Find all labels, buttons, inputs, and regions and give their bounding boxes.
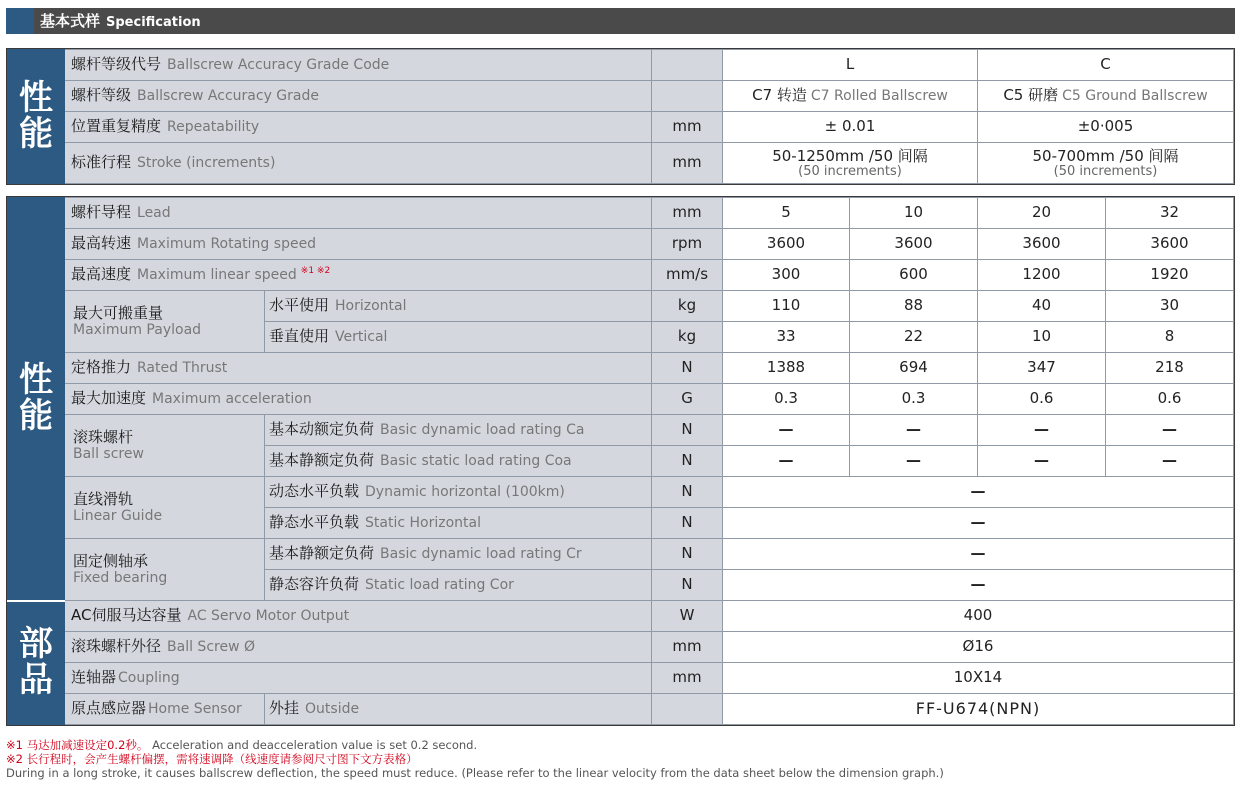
- unit-cell: kg: [652, 291, 723, 322]
- value-cell: 0.3: [850, 384, 978, 415]
- unit-cell: mm/s: [652, 260, 723, 291]
- group-max-payload: 最大可搬重量 Maximum Payload: [65, 291, 265, 353]
- unit-cell: mm: [652, 198, 723, 229]
- value-cell: 0.6: [978, 384, 1106, 415]
- footnotes: [6, 738, 944, 780]
- row-lead: 螺杆导程 Lead: [65, 198, 652, 229]
- header-title-zh: 基本式样: [40, 12, 101, 30]
- value-cell: —: [850, 446, 978, 477]
- value-cell: 3600: [723, 229, 850, 260]
- value-cell: 3600: [978, 229, 1106, 260]
- row-stroke: 标准行程 Stroke (increments): [65, 143, 652, 184]
- row-ball-screw-diameter: 滚珠螺杆外径 Ball Screw Ø: [65, 632, 652, 663]
- unit-cell: N: [652, 508, 723, 539]
- value-cell: 0.6: [1106, 384, 1234, 415]
- value-cell: —: [1106, 415, 1234, 446]
- side-label-performance-1: 性 能: [8, 50, 65, 184]
- group-fixed-bearing: 固定侧轴承 Fixed bearing: [65, 539, 265, 601]
- unit-cell: N: [652, 570, 723, 601]
- unit-cell: rpm: [652, 229, 723, 260]
- value-cell: 3600: [850, 229, 978, 260]
- value-cell: —: [723, 570, 1234, 601]
- unit-cell: W: [652, 601, 723, 632]
- side-label-performance-2: 性 能: [8, 198, 65, 601]
- value-cell: 5: [723, 198, 850, 229]
- value-cell: 1920: [1106, 260, 1234, 291]
- value-cell: 10: [850, 198, 978, 229]
- value-cell: 1200: [978, 260, 1106, 291]
- home-sensor-mount: 外挂 Outside: [265, 694, 652, 725]
- value-cell: 33: [723, 322, 850, 353]
- footnote-marker: ※1 ※2: [300, 266, 331, 277]
- performance-table-1: [6, 48, 1235, 185]
- unit-cell: kg: [652, 322, 723, 353]
- group-ball-screw: 滚珠螺杆 Ball screw: [65, 415, 265, 477]
- value-cell: 40: [978, 291, 1106, 322]
- grade-L: C7 转造 C7 Rolled Ballscrew: [723, 81, 978, 112]
- stroke-L: 50-1250mm /50 间隔 (50 increments): [723, 143, 978, 184]
- grade-code-C: C: [978, 50, 1234, 81]
- value-cell: 0.3: [723, 384, 850, 415]
- row-motor-output: AC伺服马达容量 AC Servo Motor Output: [65, 601, 652, 632]
- value-cell: —: [723, 415, 850, 446]
- row-guide-dynamic: 动态水平负载 Dynamic horizontal (100km): [265, 477, 652, 508]
- row-coupling: 连轴器 Coupling: [65, 663, 652, 694]
- value-cell: 22: [850, 322, 978, 353]
- header-title-en: Specification: [106, 15, 201, 30]
- unit-cell: N: [652, 353, 723, 384]
- grade-code-L: L: [723, 50, 978, 81]
- unit-cell: N: [652, 446, 723, 477]
- footnote-1: ※1 马达加减速设定0.2秒。 Acceleration and deacceleration value is set 0.2 second.: [6, 738, 478, 752]
- row-repeatability: 位置重复精度 Repeatability: [65, 112, 652, 143]
- value-cell: —: [723, 446, 850, 477]
- value-cell: 300: [723, 260, 850, 291]
- value-cell: —: [723, 508, 1234, 539]
- value-cell: 3600: [1106, 229, 1234, 260]
- grade-C: C5 研磨 C5 Ground Ballscrew: [978, 81, 1234, 112]
- value-cell: 20: [978, 198, 1106, 229]
- row-guide-static: 静态水平负载 Static Horizontal: [265, 508, 652, 539]
- row-payload-vertical: 垂直使用 Vertical: [265, 322, 652, 353]
- unit-cell: N: [652, 539, 723, 570]
- row-ballscrew-static: 基本静额定负荷 Basic static load rating Coa: [265, 446, 652, 477]
- row-linear-speed: 最高速度 Maximum linear speed $^{※1 ※2}$: [65, 260, 652, 291]
- unit-cell: mm: [652, 632, 723, 663]
- value-cell: —: [723, 539, 1234, 570]
- row-rated-thrust: 定格推力 Rated Thrust: [65, 353, 652, 384]
- unit-cell: mm: [652, 143, 723, 184]
- value-cell: 10: [978, 322, 1106, 353]
- group-linear-guide: 直线滑轨 Linear Guide: [65, 477, 265, 539]
- repeatability-L: ± 0.01: [723, 112, 978, 143]
- section-header-title: [40, 8, 201, 34]
- value-cell: 347: [978, 353, 1106, 384]
- row-payload-horizontal: 水平使用 Horizontal: [265, 291, 652, 322]
- value-cell: 694: [850, 353, 978, 384]
- value-cell: —: [978, 446, 1106, 477]
- performance-table-2: [6, 196, 1235, 726]
- row-ballscrew-dynamic: 基本动额定负荷 Basic dynamic load rating Ca: [265, 415, 652, 446]
- unit-cell: N: [652, 415, 723, 446]
- footnote-2: ※2 长行程时，会产生螺杆偏摆，需将速调降（线速度请参阅尺寸图下文方表格）: [6, 752, 418, 766]
- value-cell: Ø16: [723, 632, 1234, 663]
- stroke-C: 50-700mm /50 间隔 (50 increments): [978, 143, 1234, 184]
- value-cell: —: [1106, 446, 1234, 477]
- value-cell: —: [978, 415, 1106, 446]
- unit-cell: mm: [652, 112, 723, 143]
- row-home-sensor: 原点感应器 Home Sensor: [65, 694, 265, 725]
- row-bearing-dynamic: 基本静额定负荷 Basic dynamic load rating Cr: [265, 539, 652, 570]
- value-cell: 8: [1106, 322, 1234, 353]
- value-cell: 1388: [723, 353, 850, 384]
- row-rotating-speed: 最高转速 Maximum Rotating speed: [65, 229, 652, 260]
- repeatability-C: ±0·005: [978, 112, 1234, 143]
- unit-cell: [652, 694, 723, 725]
- unit-cell: G: [652, 384, 723, 415]
- value-cell: 32: [1106, 198, 1234, 229]
- value-cell: 10X14: [723, 663, 1234, 694]
- section-header-accent: [6, 8, 34, 34]
- side-label-parts: 部 品: [8, 601, 65, 725]
- value-cell: 110: [723, 291, 850, 322]
- value-cell: 600: [850, 260, 978, 291]
- unit-cell: [652, 81, 723, 112]
- value-cell: FF-U674(NPN): [723, 694, 1234, 725]
- row-grade: 螺杆等级 Ballscrew Accuracy Grade: [65, 81, 652, 112]
- value-cell: 400: [723, 601, 1234, 632]
- unit-cell: mm: [652, 663, 723, 694]
- row-max-acceleration: 最大加速度 Maximum acceleration: [65, 384, 652, 415]
- row-bearing-static: 静态容许负荷 Static load rating Cor: [265, 570, 652, 601]
- value-cell: —: [723, 477, 1234, 508]
- value-cell: 88: [850, 291, 978, 322]
- unit-cell: N: [652, 477, 723, 508]
- unit-cell: [652, 50, 723, 81]
- footnote-2-en: During in a long stroke, it causes ballscrew deflection, the speed must reduce. (Please refer to the linear velocity from the data sheet below the dimension graph.): [6, 766, 944, 780]
- value-cell: —: [850, 415, 978, 446]
- row-grade-code: 螺杆等级代号 Ballscrew Accuracy Grade Code: [65, 50, 652, 81]
- value-cell: 218: [1106, 353, 1234, 384]
- value-cell: 30: [1106, 291, 1234, 322]
